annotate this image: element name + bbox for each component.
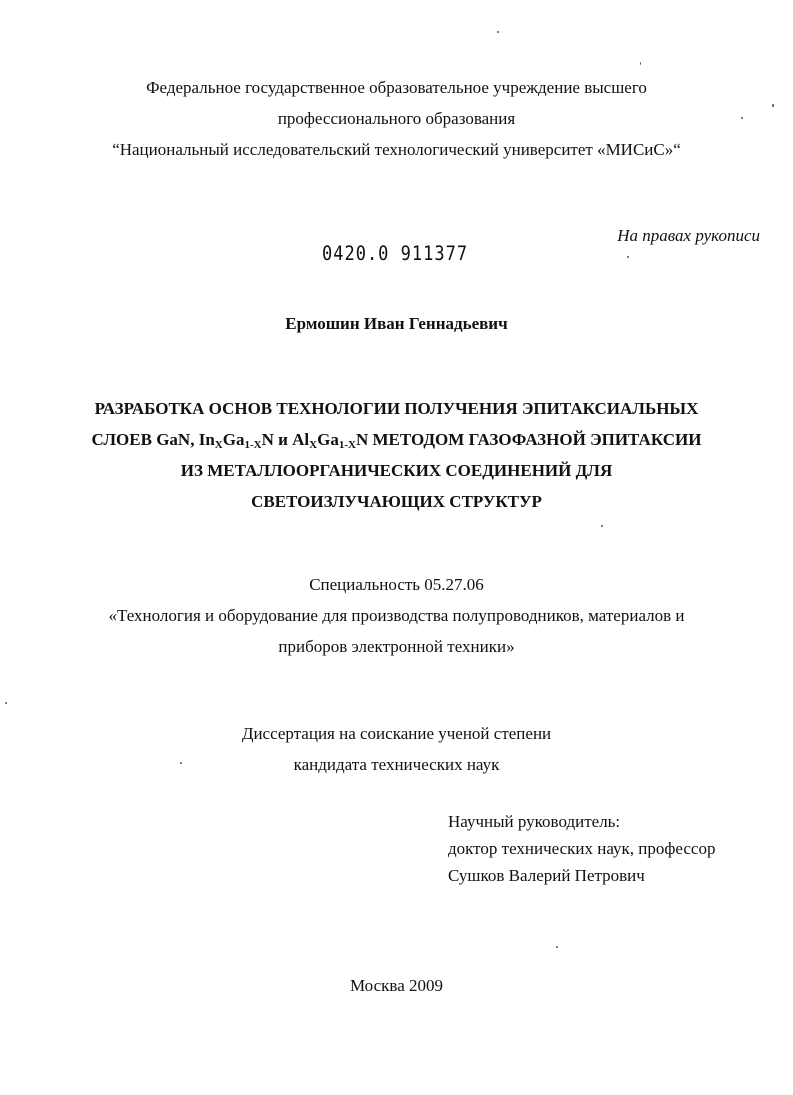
formula-subscript: 1-X xyxy=(338,439,356,451)
advisor-degree: доктор технических наук, профессор xyxy=(448,839,716,858)
specialty-code: Специальность 05.27.06 xyxy=(309,575,484,594)
title-line-2-suffix: N МЕТОДОМ ГАЗОФАЗНОЙ ЭПИТАКСИИ xyxy=(355,430,702,449)
scan-speck xyxy=(180,762,182,764)
manuscript-note: На правах рукописи xyxy=(617,226,760,245)
institution-line-1: Федеральное государственное образовательное учреждение высшего xyxy=(146,78,647,97)
formula-subscript: X xyxy=(214,439,223,451)
institution-header xyxy=(0,78,793,171)
scan-speck xyxy=(601,525,603,527)
title-line-4: СВЕТОИЗЛУЧАЮЩИХ СТРУКТУР xyxy=(251,492,542,511)
specialty-name-line-2: приборов электронной техники» xyxy=(278,637,515,656)
title-line-2 xyxy=(0,430,793,461)
advisor-block xyxy=(448,812,715,893)
scan-speck xyxy=(772,104,774,107)
degree-line-2: кандидата технических наук xyxy=(293,755,500,774)
scan-speck xyxy=(497,31,499,33)
institution-line-2: профессионального образования xyxy=(277,109,516,128)
scan-speck xyxy=(5,702,7,704)
title-line-1: РАЗРАБОТКА ОСНОВ ТЕХНОЛОГИИ ПОЛУЧЕНИЯ ЭПИТАКСИАЛЬНЫХ xyxy=(94,399,699,418)
archive-number-stamp: 0420.0 911377 xyxy=(322,242,469,266)
title-line-3: ИЗ МЕТАЛЛООРГАНИЧЕСКИХ СОЕДИНЕНИЙ ДЛЯ xyxy=(180,461,613,480)
advisor-name: Сушков Валерий Петрович xyxy=(448,866,645,885)
institution-line-3: “Национальный исследовательский технологический университет «МИСиС»“ xyxy=(112,140,681,159)
dissertation-title xyxy=(0,399,793,523)
formula-subscript: 1-X xyxy=(244,439,262,451)
advisor-label: Научный руководитель: xyxy=(448,812,621,831)
title-line-2-mid: N и Al xyxy=(261,430,310,449)
city-year: Москва 2009 xyxy=(349,976,444,995)
degree-block xyxy=(0,724,793,786)
title-line-2-prefix: СЛОЕВ GaN, In xyxy=(91,430,215,449)
specialty-block xyxy=(0,575,793,668)
scan-speck xyxy=(741,117,743,119)
author-name: Ермошин Иван Геннадьевич xyxy=(285,314,508,333)
formula-element: Ga xyxy=(222,430,245,449)
scan-speck xyxy=(556,946,558,948)
scan-speck xyxy=(627,256,629,258)
specialty-name-line-1: «Технология и оборудование для производства полупроводников, материалов и xyxy=(108,606,685,625)
degree-line-1: Диссертация на соискание ученой степени xyxy=(241,724,552,743)
formula-element: Ga xyxy=(317,430,339,449)
scan-speck xyxy=(640,62,641,65)
formula-subscript: X xyxy=(309,439,318,451)
